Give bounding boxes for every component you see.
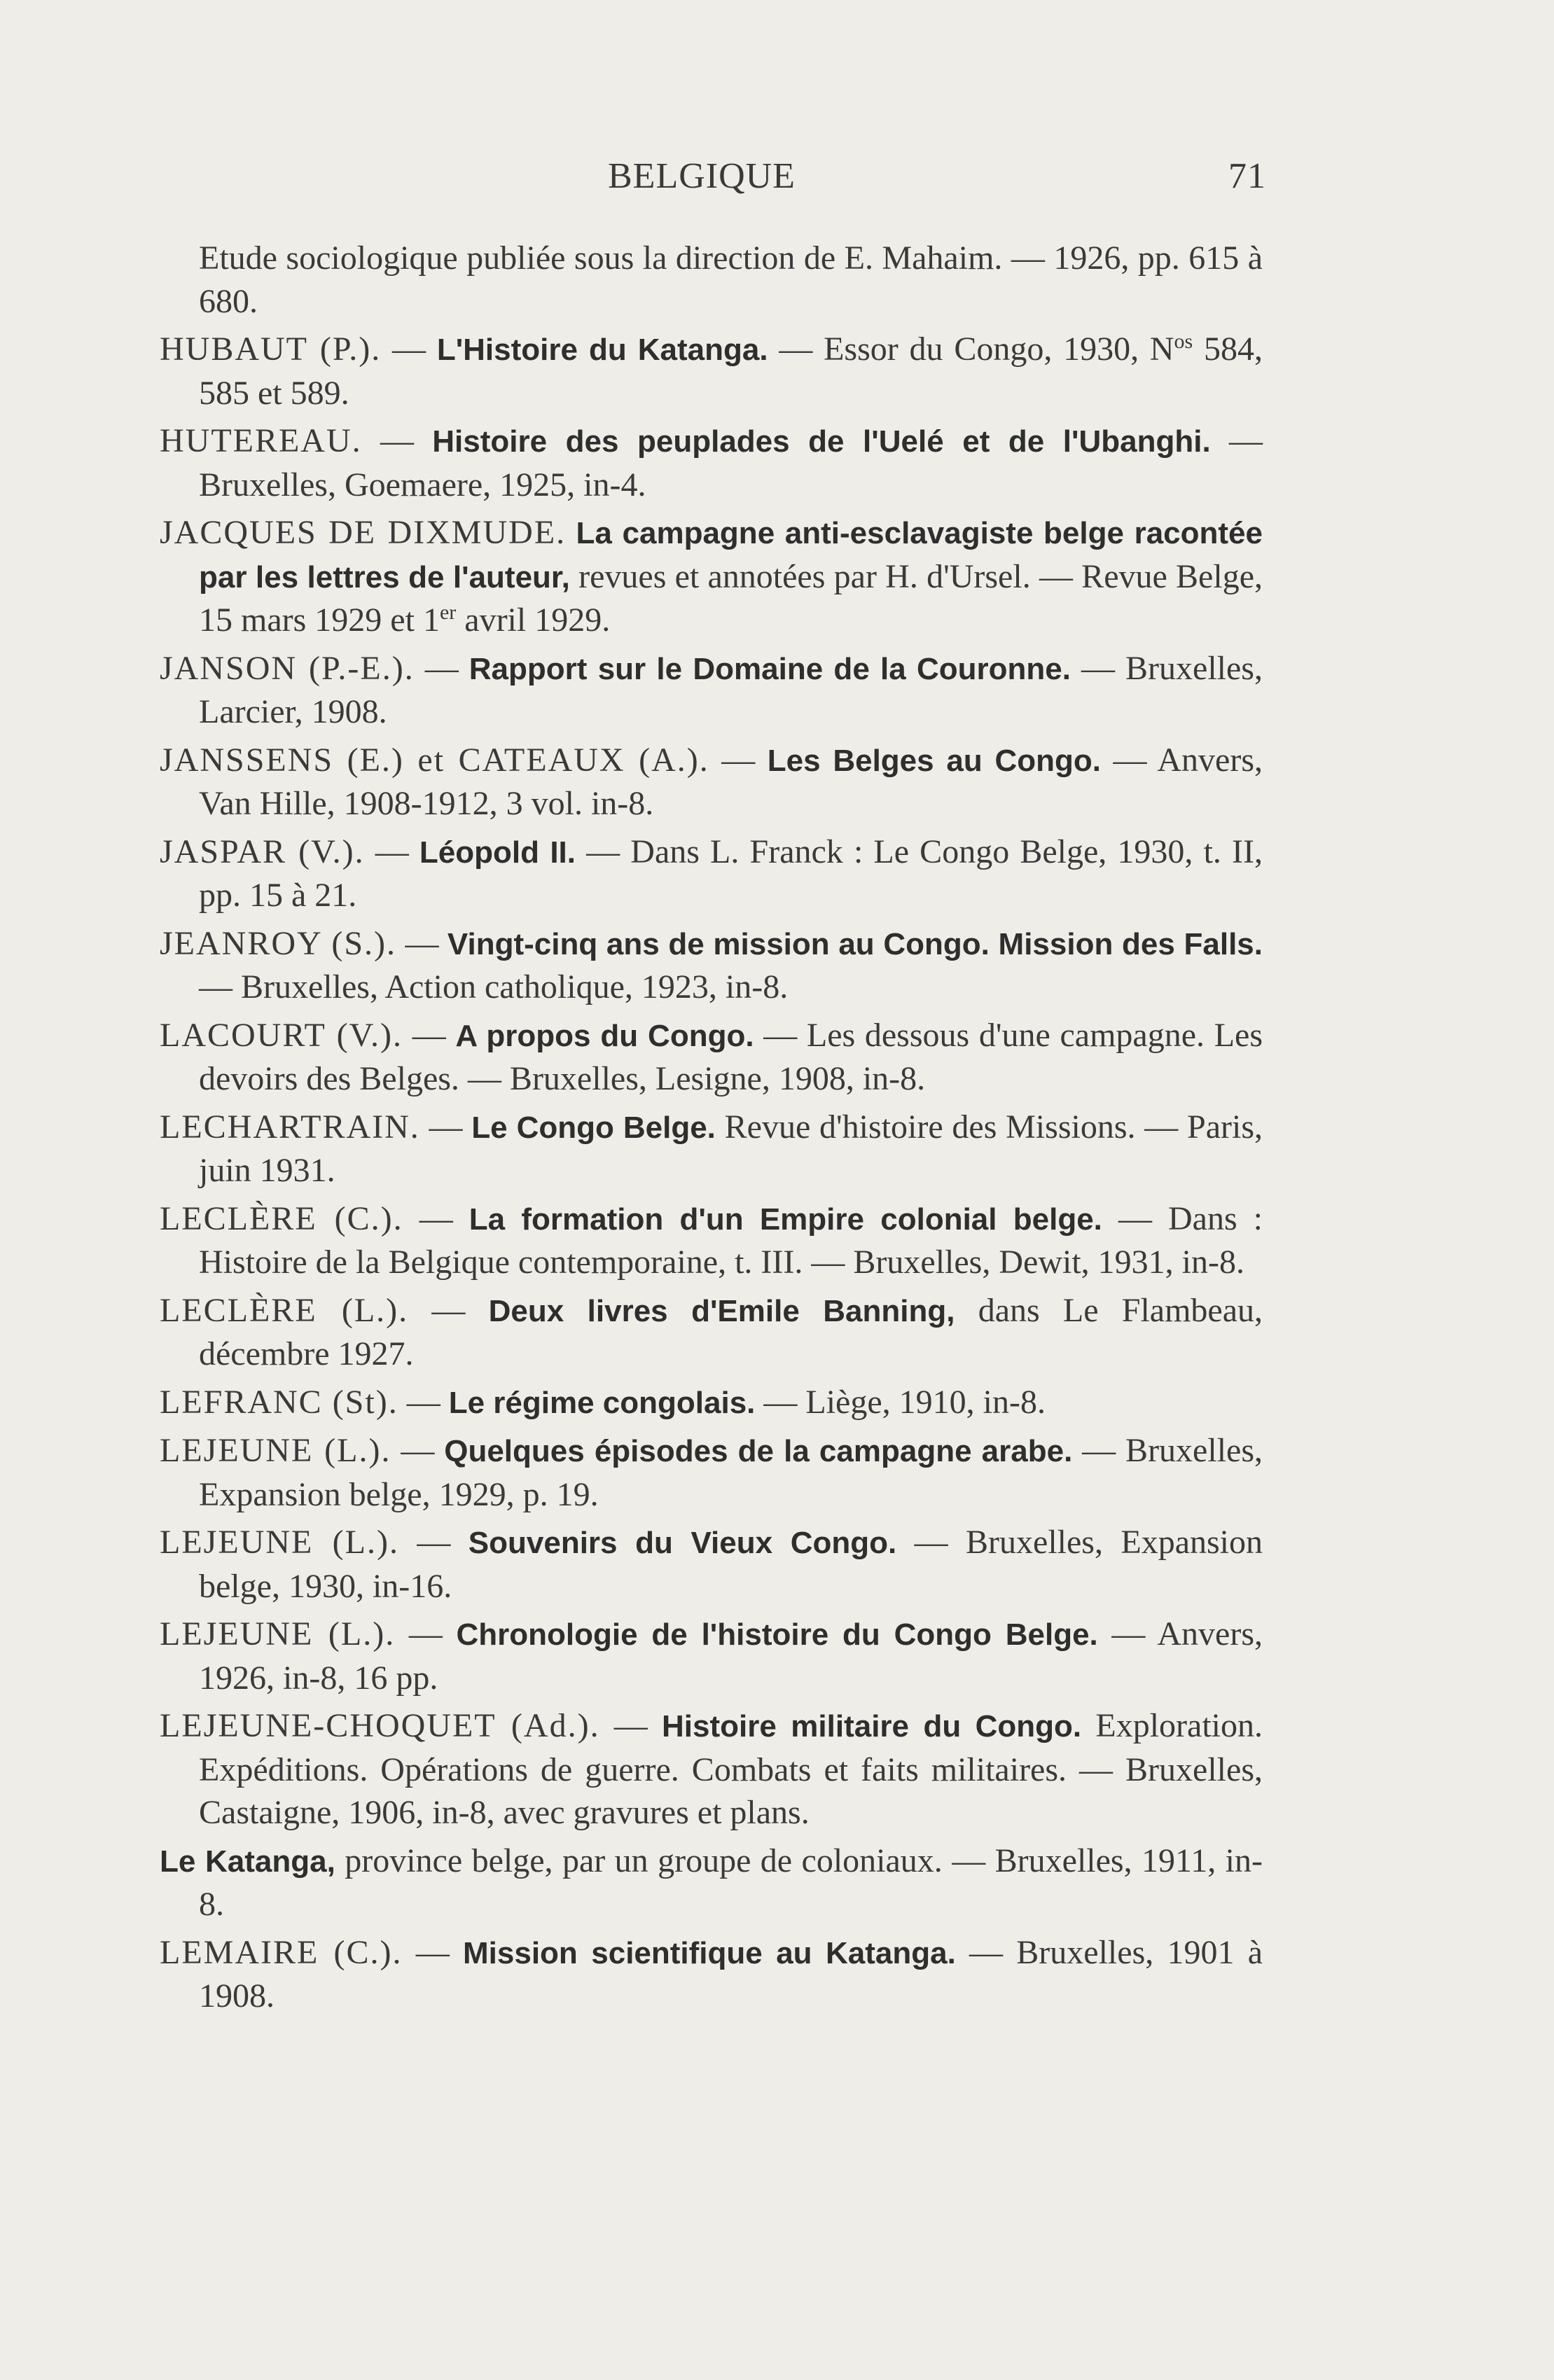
entry-title: Le Katanga, xyxy=(160,1844,335,1879)
entry-title: Le Congo Belge. xyxy=(471,1110,716,1145)
entry-separator: — xyxy=(402,1933,463,1971)
bibliography-entry xyxy=(160,1289,1263,1376)
entry-author: LEJEUNE-CHOQUET (Ad.). xyxy=(160,1707,600,1744)
entry-author: LEJEUNE (L.). xyxy=(160,1524,399,1561)
bibliography-entry xyxy=(160,1613,1263,1699)
entry-separator: — xyxy=(419,1108,472,1146)
bibliography-entry xyxy=(160,419,1263,506)
bibliography-entry xyxy=(160,922,1263,1009)
entry-title: Les Belges au Congo. xyxy=(767,743,1101,778)
entry-details: — Les dessous d'une campagne. Les devoirs des Belges. — Bruxelles, Lesigne, 1908, in-8. xyxy=(199,1016,1263,1097)
entry-separator: — xyxy=(361,422,433,459)
entry-title: Rapport sur le Domaine de la Couronne. xyxy=(469,651,1071,686)
entry-title: Chronologie de l'histoire du Congo Belge. xyxy=(456,1617,1098,1652)
entry-title: La formation d'un Empire colonial belge. xyxy=(469,1202,1102,1237)
entry-details: Exploration. Expéditions. Opérations de guerre. Combats et faits militaires. — Bruxelles, Castaigne, 1906, in-8, avec gravures et plans. xyxy=(199,1707,1263,1831)
entry-separator: — xyxy=(395,1615,457,1652)
entry-details: — Dans : Histoire de la Belgique contemporaine, t. III. — Bruxelles, Dewit, 1931, in-8. xyxy=(199,1199,1263,1281)
entry-author: JEANROY (S.). xyxy=(160,924,397,962)
entry-author: LEMAIRE (C.). xyxy=(160,1933,403,1971)
entry-author: JASPAR (V.). xyxy=(160,833,365,870)
entry-separator: — xyxy=(403,1199,469,1237)
entry-details: — Bruxelles, Action catholique, 1923, in-8. xyxy=(199,968,789,1005)
entry-title: A propos du Congo. xyxy=(455,1018,754,1053)
entry-author: HUTEREAU. xyxy=(160,422,362,459)
bibliography-entry xyxy=(160,1704,1263,1835)
entry-title: Histoire militaire du Congo. xyxy=(662,1709,1082,1744)
entry-details-end: 584, 585 et 589. xyxy=(199,330,1263,412)
entry-author: JACQUES DE DIXMUDE. xyxy=(160,514,567,551)
entry-title: Vingt-cinq ans de mission au Congo. Mission des Falls. xyxy=(447,926,1263,961)
entry-separator: — xyxy=(398,1383,449,1421)
entry-author: LEJEUNE (L.). xyxy=(160,1432,391,1469)
bibliography-entry xyxy=(160,1106,1263,1192)
bibliography-entry xyxy=(160,328,1263,415)
entry-separator: — xyxy=(396,924,448,962)
entry-title: Quelques épisodes de la campagne arabe. xyxy=(444,1434,1073,1468)
entry-separator: — xyxy=(414,649,469,687)
entry-separator: — xyxy=(403,1016,456,1054)
entry-details: — Bruxelles, Expansion belge, 1929, p. 19. xyxy=(199,1432,1263,1513)
entry-separator: — xyxy=(599,1707,662,1744)
bibliography-entry xyxy=(160,511,1263,642)
page-header xyxy=(160,155,1266,204)
entry-separator: — xyxy=(381,330,437,368)
entry-title: L'Histoire du Katanga. xyxy=(436,333,768,367)
entry-separator: — xyxy=(391,1432,445,1469)
bibliography-entry xyxy=(160,1197,1263,1284)
bibliography-entry xyxy=(160,1014,1263,1101)
entry-details: — Anvers, 1926, in-8, 16 pp. xyxy=(199,1615,1263,1697)
entry-details: — Bruxelles, Expansion belge, 1930, in-16. xyxy=(199,1524,1263,1605)
bibliography-entry xyxy=(160,1521,1263,1608)
entry-details: — Anvers, Van Hille, 1908-1912, 3 vol. in-8. xyxy=(199,741,1263,822)
bibliography-entry xyxy=(160,830,1263,917)
bibliography-entry xyxy=(160,739,1263,826)
bibliography-entry xyxy=(160,1931,1263,2018)
entry-title: Deux livres d'Emile Banning, xyxy=(488,1293,955,1328)
entry-separator: — xyxy=(364,833,419,870)
entry-author: LACOURT (V.). xyxy=(160,1016,403,1054)
entry-author: HUBAUT (P.). xyxy=(160,330,382,368)
entry-separator: — xyxy=(709,741,768,779)
entry-author: LEJEUNE (L.). xyxy=(160,1615,396,1652)
entry-separator: — xyxy=(408,1291,489,1329)
running-title: BELGIQUE xyxy=(608,156,796,196)
entry-details: — Dans L. Franck : Le Congo Belge, 1930, t. II, pp. 15 à 21. xyxy=(199,833,1263,914)
bibliography-entry xyxy=(160,647,1263,734)
entry-author: LECHARTRAIN. xyxy=(160,1108,420,1146)
entry-details: dans Le Flambeau, décembre 1927. xyxy=(199,1291,1263,1372)
entry-superscript: er xyxy=(439,601,457,624)
entry-title: La campagne anti-esclavagiste belge racontée par les lettres de l'auteur, xyxy=(199,516,1263,594)
bibliography-entry xyxy=(160,1839,1263,1926)
entry-title: Histoire des peuplades de l'Uelé et de l'Ubanghi. xyxy=(432,424,1211,459)
entry-details: — Bruxelles, Goemaere, 1925, in-4. xyxy=(199,422,1263,503)
bibliography-entry xyxy=(160,1429,1263,1516)
entry-details: — Essor du Congo, 1930, N xyxy=(768,330,1174,368)
entry-details: revues et annotées par H. d'Ursel. — Revue Belge, 15 mars 1929 et 1 xyxy=(199,557,1263,639)
entry-separator: — xyxy=(398,1524,469,1561)
entry-details: — Bruxelles, 1901 à 1908. xyxy=(199,1933,1263,2014)
entry-author: LEFRANC (St). xyxy=(160,1383,398,1421)
entry-title: Mission scientifique au Katanga. xyxy=(463,1935,956,1970)
bibliography-entry-continuation xyxy=(160,237,1263,323)
entry-details: Revue d'histoire des Missions. — Paris, juin 1931. xyxy=(199,1108,1263,1189)
entry-title: Le régime congolais. xyxy=(448,1385,756,1420)
entry-details-end: avril 1929. xyxy=(456,601,611,639)
entry-details: — Bruxelles, Larcier, 1908. xyxy=(199,649,1263,730)
entry-details: province belge, par un groupe de coloniaux. — Bruxelles, 1911, in-8. xyxy=(199,1842,1263,1923)
entry-author: LECLÈRE (C.). xyxy=(160,1199,403,1237)
entry-author: JANSON (P.-E.). xyxy=(160,649,415,687)
entry-details: — Liège, 1910, in-8. xyxy=(755,1383,1046,1421)
bibliography-list xyxy=(160,237,1263,2023)
entry-author: JANSSENS (E.) et CATEAUX (A.). xyxy=(160,741,709,779)
entry-title: Souvenirs du Vieux Congo. xyxy=(468,1526,897,1560)
entry-author: LECLÈRE (L.). xyxy=(160,1291,409,1329)
entry-title: Léopold II. xyxy=(419,835,576,870)
entry-superscript: os xyxy=(1174,330,1193,353)
bibliography-entry xyxy=(160,1381,1263,1425)
entry-separator xyxy=(566,514,576,551)
page-number: 71 xyxy=(1228,156,1266,196)
entry-text: Etude sociologique publiée sous la direction de E. Mahaim. — 1926, pp. 615 à 680. xyxy=(199,239,1263,320)
